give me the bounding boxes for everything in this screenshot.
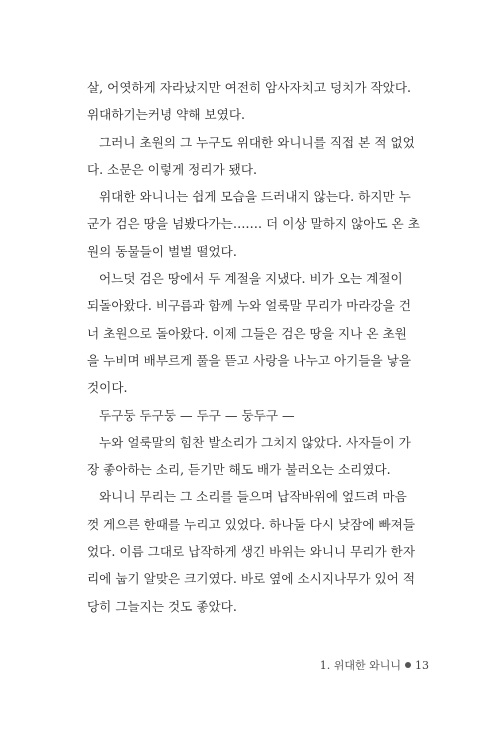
page-footer	[0, 657, 429, 673]
text-line: 당히 그늘지는 것도 좋았다.	[87, 598, 237, 614]
text-line: 리에 눕기 알맞은 크기였다. 바로 옆에 소시지나무가 있어 적	[87, 571, 416, 587]
paragraph-start-line: 와니니 무리는 그 소리를 들으며 납작바위에 엎드려 마음	[99, 489, 407, 505]
text-line: 군가 검은 땅을 넘봤다가는……. 더 이상 말하지 않아도 온 초	[87, 216, 420, 232]
paragraph-start-line: 두구둥 두구둥 — 두구 — 둥두구 —	[99, 407, 295, 423]
paragraph-start-line: 그러니 초원의 그 누구도 위대한 와니니를 직접 본 적 없었	[99, 134, 415, 150]
text-line: 위대하기는커녕 약해 보였다.	[87, 107, 245, 123]
text-line: 다. 소문은 이렇게 정리가 됐다.	[87, 161, 258, 177]
paragraph-start-line: 위대한 와니니는 쉽게 모습을 드러내지 않는다. 하지만 누	[99, 189, 411, 205]
paragraph-start-line: 누와 얼룩말의 힘찬 발소리가 그치지 않았다. 사자들이 가	[99, 434, 411, 450]
text-line: 살, 어엿하게 자라났지만 여전히 암사자치고 덩치가 작았다.	[87, 80, 411, 95]
bullet-separator-icon	[405, 662, 411, 668]
chapter-title: 1. 위대한 와니니	[319, 659, 401, 672]
paragraph-start-line: 어느덧 검은 땅에서 두 계절을 지냈다. 비가 오는 계절이	[99, 271, 403, 287]
page-number: 13	[415, 659, 429, 672]
text-line: 너 초원으로 돌아왔다. 이제 그들은 검은 땅을 지나 온 초원	[87, 325, 407, 341]
text-line: 원의 동물들이 벌벌 떨었다.	[87, 243, 237, 259]
text-line: 것이다.	[87, 380, 128, 396]
text-line: 을 누비며 배부르게 풀을 뜯고 사랑을 나누고 아기들을 낳을	[87, 352, 411, 368]
text-line: 장 좋아하는 소리, 듣기만 해도 배가 불러오는 소리였다.	[87, 462, 391, 478]
text-line: 었다. 이름 그대로 납작하게 생긴 바위는 와니니 무리가 한자	[87, 544, 416, 560]
body-text	[87, 74, 427, 620]
text-line: 껏 게으른 한때를 누리고 있었다. 하나둘 다시 낮잠에 빠져들	[87, 516, 416, 532]
text-line: 되돌아왔다. 비구름과 함께 누와 얼룩말 무리가 마라강을 건	[87, 298, 411, 314]
